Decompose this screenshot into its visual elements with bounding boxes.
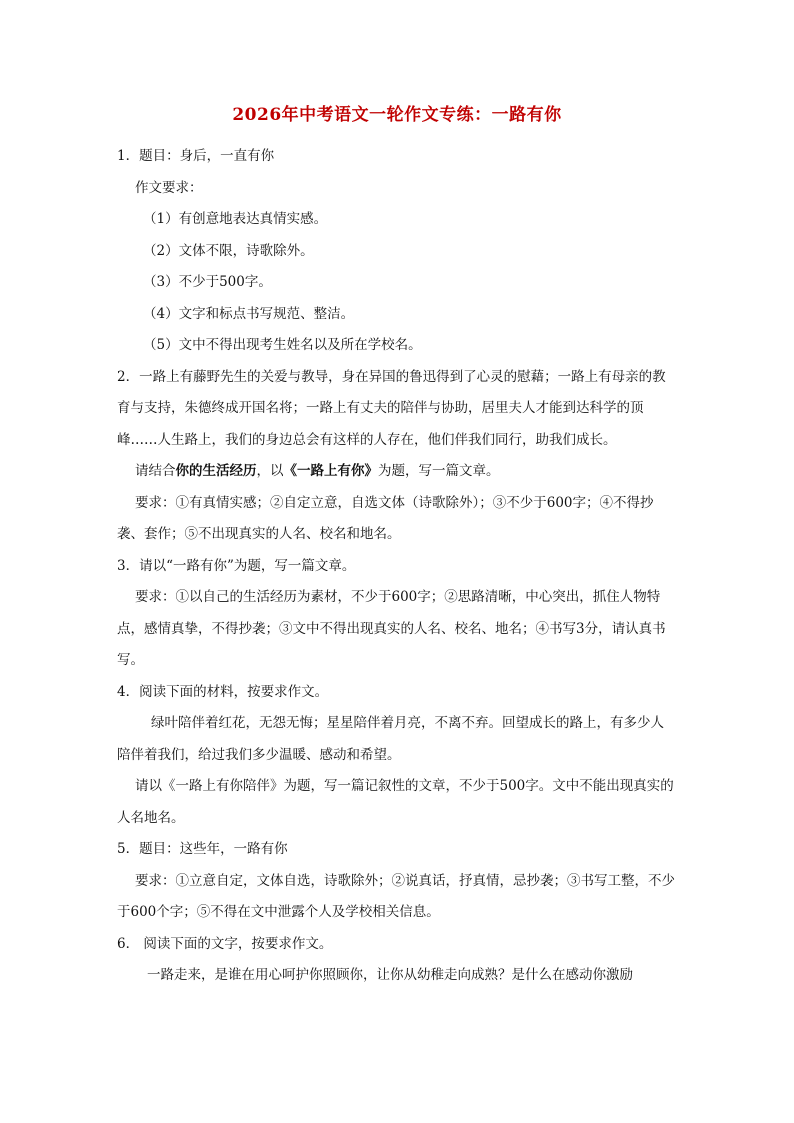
page-title: 2026年中考语文一轮作文专练：一路有你 [232, 105, 562, 125]
q3-intro: 3．请以“一路有你”为题，写一篇文章。 [117, 557, 356, 574]
q1-item: （4）文字和标点书写规范、整洁。 [143, 305, 355, 322]
document-body [117, 141, 677, 992]
q1-item: （5）文中不得出现考生姓名以及所在学校名。 [143, 337, 422, 353]
q2-intro: 2．一路上有藤野先生的关爱与教导，身在异国的鲁迅得到了心灵的慰藉；一路上有母亲的教育与支持，朱德终成开国名将；一路上有丈夫的陪伴与协助，居里夫人才能到达科学的顶峰……人生路上，我们的身边总会有这样的人存在，他们伴我们同行，助我们成长。 [117, 368, 666, 448]
q3-requirements: 要求：①以自己的生活经历为素材，不少于600字；②思路清晰，中心突出，抓住人物特点，感情真挚，不得抄袭；③文中不得出现真实的人名、校名、地名；④书写3分，请认真书写。 [117, 589, 666, 668]
q2-task [117, 456, 677, 488]
q6-intro: 6． 阅读下面的文字，按要求作文。 [117, 935, 333, 952]
q6-material: 一路走来，是谁在用心呵护你照顾你，让你从幼稚走向成熟？是什么在感动你激励 [147, 967, 633, 983]
q5-requirements: 要求：①立意自定，文体自选，诗歌除外；②说真话，抒真情，忌抄袭；③书写工整，不少于600个字；⑤不得在文中泄露个人及学校相关信息。 [117, 872, 675, 920]
q2-requirements: 要求：①有真情实感；②自定立意，自选文体（诗歌除外）；③不少于600字；④不得抄袭、套作；⑤不出现真实的人名、校名和地名。 [117, 494, 654, 542]
q2-task-emphasis: 你的生活经历 [175, 463, 257, 479]
q1-item: （1）有创意地表达真情实感。 [143, 211, 328, 227]
q4-intro: 4．阅读下面的材料，按要求作文。 [117, 683, 329, 700]
q2-task-part: 为题，写一篇文章。 [378, 463, 500, 479]
q2-task-part: ，以 [256, 463, 284, 479]
q2-task-title: 《一路上有你》 [283, 463, 378, 479]
q2-task-part: 请结合 [135, 463, 176, 479]
q1-heading: 1．题目：身后，一直有你 [117, 148, 275, 164]
q1-req-label: 作文要求： [135, 179, 203, 196]
q5-heading: 5．题目：这些年，一路有你 [117, 841, 288, 857]
q4-material: 绿叶陪伴着红花，无怨无悔；星星陪伴着月亮，不离不弃。回望成长的路上，有多少人陪伴着我们，给过我们多少温暖、感动和希望。 [117, 715, 664, 763]
q1-item: （3）不少于500字。 [143, 274, 272, 290]
q4-task: 请以《一路上有你陪伴》为题，写一篇记叙性的文章，不少于500字。文中不能出现真实的人名地名。 [117, 778, 674, 826]
q1-item: （2）文体不限，诗歌除外。 [143, 242, 314, 259]
